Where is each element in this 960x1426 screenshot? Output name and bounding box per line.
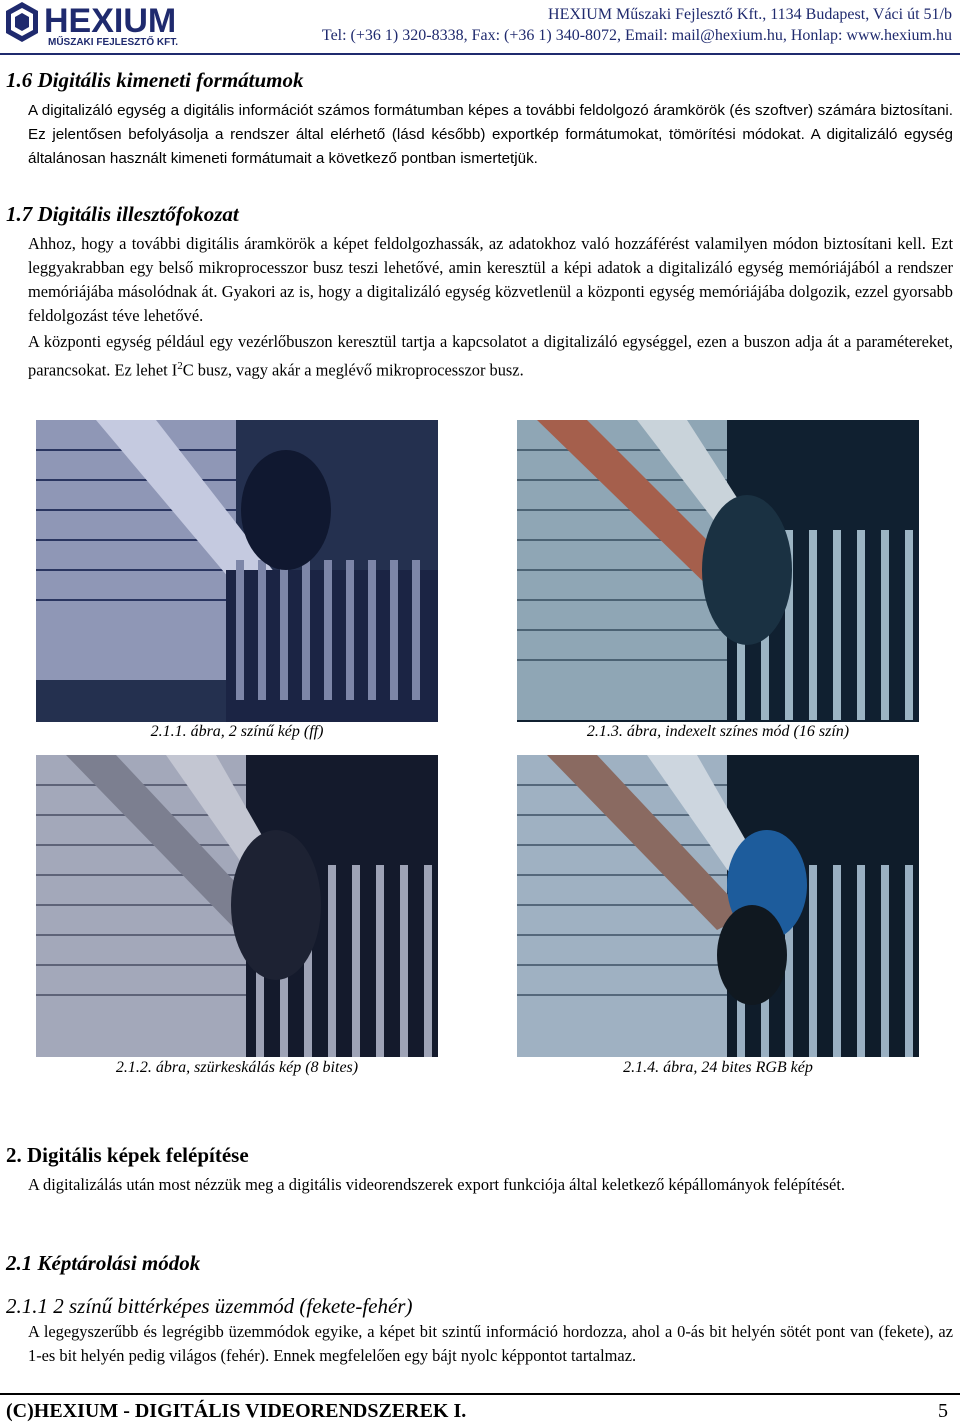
figure-2-1-3-caption: 2.1.3. ábra, indexelt színes mód (16 szín) (586, 723, 850, 740)
figure-2-1-3-image (517, 420, 919, 722)
figure-2-1-1-caption: 2.1.1. ábra, 2 színű kép (ff) (150, 723, 324, 740)
section-2-1-title: 2.1 Képtárolási módok (6, 1251, 201, 1275)
figure-2-1-2-caption: 2.1.2. ábra, szürkeskálás kép (8 bites) (115, 1059, 359, 1076)
page-number: 5 (938, 1400, 948, 1422)
figure-2-1-4-caption: 2.1.4. ábra, 24 bites RGB kép (623, 1059, 813, 1076)
figure-2-1-2-image (36, 755, 438, 1057)
header-contact: Tel: (+36 1) 320-8338, Fax: (+36 1) 340-8072, Email: mail@hexium.hu, Honlap: www.hexium.hu (321, 27, 952, 44)
figure-2-1-4-image (517, 755, 919, 1057)
section-1-6-paragraph: A digitalizáló egység a digitális információt számos formátumban képes a további feldolgozó áramkörök (és szoftver) számára biztosítani. Ez jelentősen befolyásolja a rendszer által elérhető (lásd később) exportkép formátumokat, tömörítési módokat. A digitalizáló egység általánosan használt kimeneti formátumait a következő pontban ismertetjük. (28, 102, 953, 167)
figure-2-1-1-image (36, 420, 438, 722)
section-2-1-1-title: 2.1.1 2 színű bittérképes üzemmód (fekete-fehér) (6, 1294, 413, 1318)
section-1-7-title: 1.7 Digitális illesztőfokozat (6, 202, 239, 226)
section-1-7-paragraph-1: Ahhoz, hogy a további digitális áramkörök a képet feldolgozhassák, az adatokhoz való hozzáférést valamilyen módon biztosítani kell. Ezt leggyakrabban egy belső mikroprocesszor busz teszi lehetővé, amin keresztül a képi adatok a digitalizáló egység memóriájából a rendszer memóriájába másolódnak át. Gyakori az is, hogy a digitalizáló egység közvetlenül a központi egység memóriájába dolgozik, ezzel gyorsabb feldolgozást téve lehetővé. (28, 234, 953, 325)
section-2-title: 2. Digitális képek felépítése (6, 1143, 249, 1167)
footer-title: (C)HEXIUM - DIGITÁLIS VIDEORENDSZEREK I. (6, 1400, 467, 1422)
section-2-paragraph: A digitalizálás után most nézzük meg a digitális videorendszerek export funkciója által keletkező képállományok felépítését. (28, 1175, 845, 1194)
section-1-6-title: 1.6 Digitális kimeneti formátumok (6, 68, 304, 92)
logo-subtext: MŰSZAKI FEJLESZTŐ KFT. (48, 37, 178, 48)
footer-divider (0, 1393, 960, 1395)
header-divider (0, 53, 960, 55)
logo-text: HEXIUM (44, 2, 177, 40)
header-address: HEXIUM Műszaki Fejlesztő Kft., 1134 Budapest, Váci út 51/b (548, 6, 952, 23)
section-1-7-paragraph-2: A központi egység például egy vezérlőbuszon keresztül tartja a kapcsolatot a digitalizáló egységgel, ezen a buszon adja át a paramétereket, parancsokat. Ez lehet $I^2C$ busz, vagy akár a meglévő mikroprocesszor busz. (28, 332, 953, 380)
section-2-1-1-paragraph: A legegyszerűbb és legrégibb üzemmódok egyike, a képet bit szintű információ hordozza, ahol a 0-ás bit helyén sötét pont van (fekete), az 1-es bit helyén pedig világos (fehér). Ennek megfelelően egy bájt nyolc képpontot tartalmaz. (28, 1322, 953, 1365)
hexium-logo (0, 0, 190, 48)
